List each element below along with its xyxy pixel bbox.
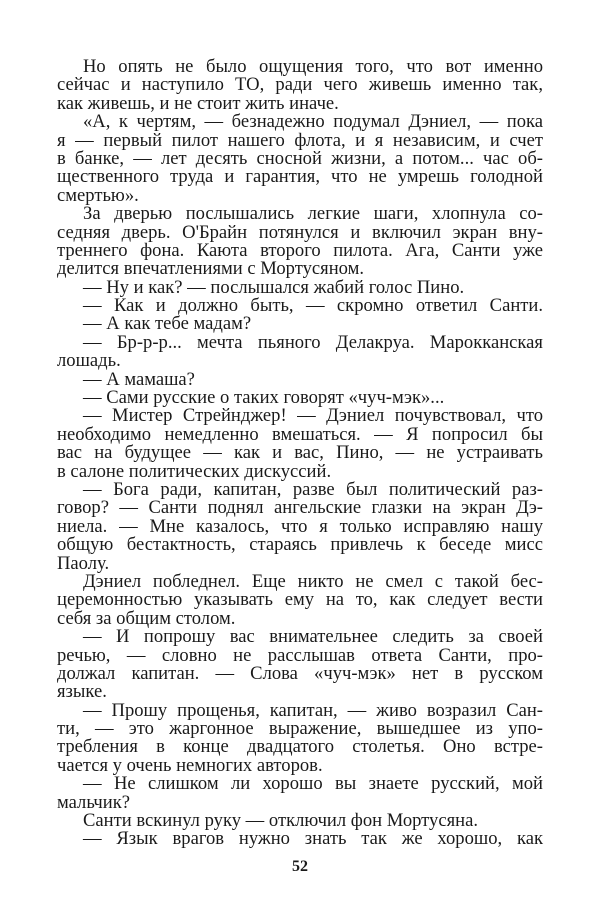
text-line: «А, к чертям, — безнадежно подумал Дэниел, — пока [83,111,543,133]
text-line: делится впечатлениями с Мортусяном. [57,258,365,280]
text-line: в салоне политических дискуссий. [57,460,332,482]
text-line: щественного труда и гарантия, что не умрешь голодной [57,166,543,188]
text-line: лошадь. [57,350,121,372]
text-line: треннего фона. Каюта второго пилота. Ага, Санти уже [57,239,543,261]
text-line: чается у очень немногих авторов. [57,754,323,776]
text-line: вас на будущее — как и вас, Пино, — не устраивать [57,442,543,464]
text-line: как живешь, и не стоит жить иначе. [57,92,339,114]
text-line: должал капитан. — Слова «чуч-мэк» нет в русском [57,662,543,684]
text-line: — Прошу прощенья, капитан, — живо возразил Сан- [83,699,543,721]
book-page-text [57,58,543,849]
text-line: За дверью послышались легкие шаги, хлопнула со- [83,203,543,225]
text-line: ти, — это жаргонное выражение, вышедшее из упо- [57,718,543,740]
text-line: Паолу. [57,552,110,574]
text-line: себя за общим столом. [57,607,236,629]
text-line: ниела. — Мне казалось, что я только исправляю нашу [57,515,543,537]
text-line: говор? — Санти поднял ангельские глазки на экран Дэ- [57,497,543,519]
text-line: общую бестактность, стараясь привлечь к беседе мисс [57,534,543,556]
text-line: Дэниел побледнел. Еще никто не смел с такой бес- [83,570,543,592]
text-line: — Язык врагов нужно знать так же хорошо, как [83,828,543,850]
text-line: — А как тебе мадам? [83,313,252,335]
text-line: — Бога ради, капитан, разве был политический раз- [83,478,543,500]
text-line: — И попрошу вас внимательнее следить за своей [83,626,543,648]
text-line: — А мамаша? [83,368,195,390]
text-line: необходимо немедленно вмешаться. — Я попросил бы [57,423,543,445]
page-number: 52 [292,858,308,875]
text-line: мальчик? [57,791,130,813]
text-line: я — первый пилот нашего флота, и я независим, и счет [57,129,543,151]
text-line: церемонностью указывать ему на то, как следует вести [57,589,543,611]
text-line: языке. [57,681,107,703]
text-line: в банке, — лет десять сносной жизни, а потом... час об- [57,147,543,169]
text-line: требления в конце двадцатого столетья. Оно встре- [57,736,543,758]
text-line: смертью». [57,184,139,206]
text-line: Но опять не было ощущения того, что вот именно [83,56,543,77]
text-line: сейчас и наступило ТО, ради чего живешь именно так, [57,74,543,96]
text-line: — Бр-р-р... мечта пьяного Делакруа. Марокканская [83,331,543,353]
text-line: Санти вскинул руку — отключил фон Мортусяна. [83,810,478,832]
text-line: седняя дверь. О'Брайн потянулся и включил экран вну- [57,221,543,243]
text-line: — Ну и как? — послышался жабий голос Пино. [83,276,465,298]
text-line: — Мистер Стрейнджер! — Дэниел почувствовал, что [83,405,543,427]
text-line: — Не слишком ли хорошо вы знаете русский, мой [83,773,543,795]
text-line: — Сами русские о таких говорят «чуч-мэк»... [83,387,445,409]
text-line: — Как и должно быть, — скромно ответил Санти. [83,295,543,317]
text-line: речью, — словно не расслышав ответа Санти, про- [57,644,543,666]
